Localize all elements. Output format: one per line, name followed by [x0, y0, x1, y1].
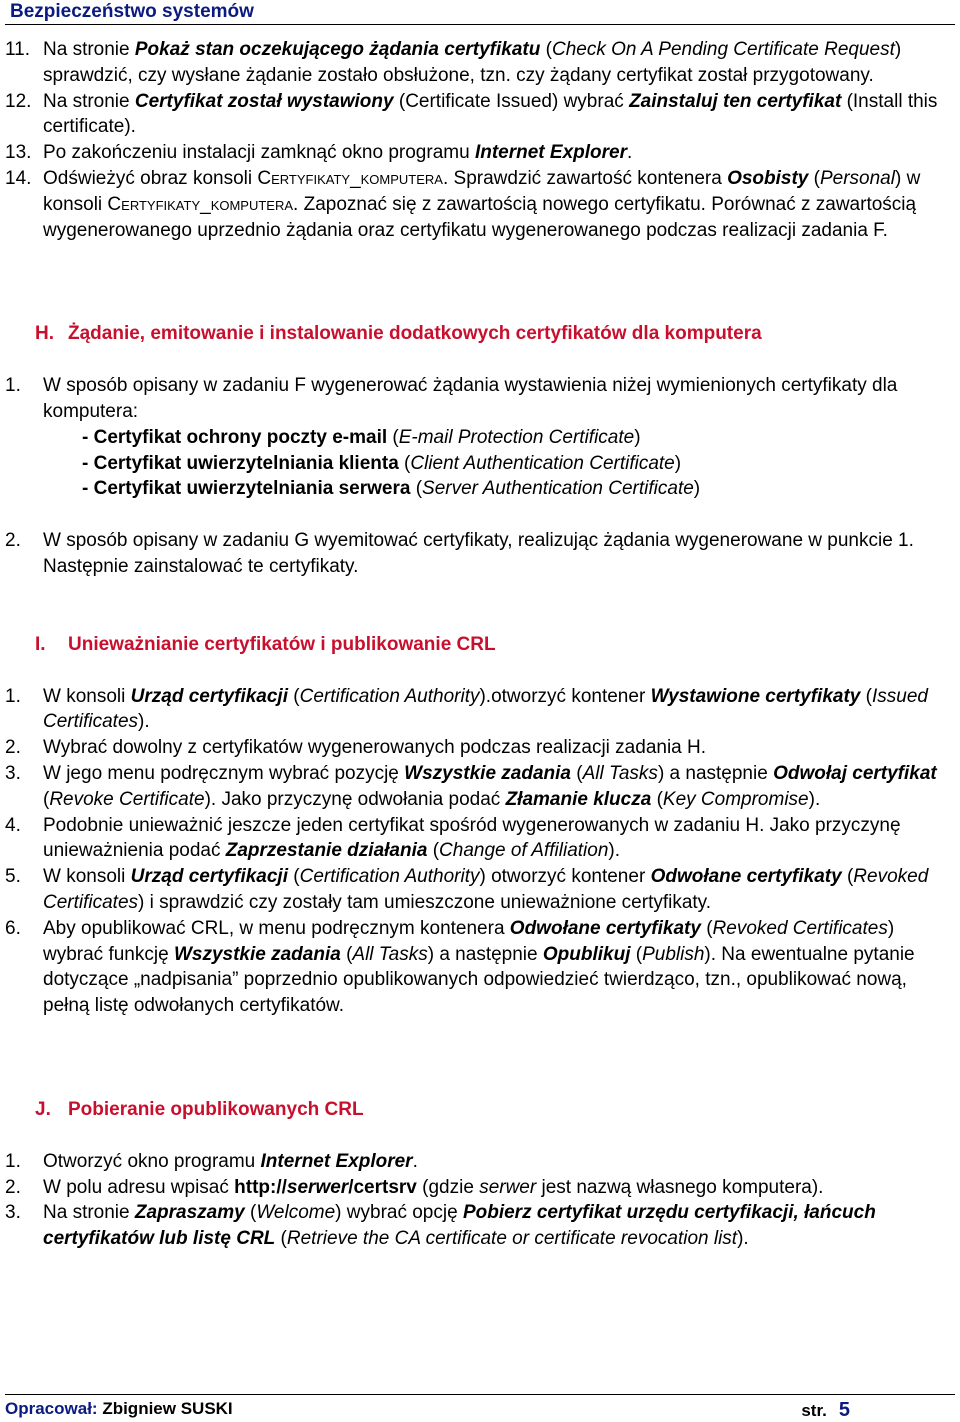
document-body: [5, 37, 958, 1252]
list-item: 3. Na stronie Zapraszamy (Welcome) wybrać opcję Pobierz certyfikat urzędu certyfikacji, łańcuch certyfikatów lub listę CRL (Retrieve the CA certificate or certificate revocation list).: [5, 1202, 876, 1250]
section-heading-j: J. Pobieranie opublikowanych CRL: [35, 1098, 364, 1120]
list-item: 14. Odświeżyć obraz konsoli Certyfikaty_komputera. Sprawdzić zawartość kontenera Osobisty (Personal) w konsoli Certyfikaty_komputera. Zapoznać się z zawartością nowego certyfikatu. Porównać z zawartością wygenerowanego uprzednio żądania oraz certyfikatu wygenerowanego podczas realizacji zadania F.: [5, 167, 921, 241]
list-item: 1. W konsoli Urząd certyfikacji (Certification Authority).otworzyć kontener Wystawione certyfikaty (Issued Certificates).: [5, 685, 928, 733]
section-h-list: [5, 373, 958, 425]
certificate-list-item: - Certyfikat uwierzytelniania klienta (Client Authentication Certificate): [82, 452, 682, 474]
list-item: 1. Otworzyć okno programu Internet Explorer.: [5, 1150, 418, 1172]
list-item: 4. Podobnie unieważnić jeszcze jeden certyfikat spośród wygenerowanych w zadaniu H. Jako przyczynę unieważnienia podać Zaprzestanie działania (Change of Affiliation).: [5, 814, 901, 862]
list-item: 3. W jego menu podręcznym wybrać pozycję Wszystkie zadania (All Tasks) a następnie Odwołaj certyfikat (Revoke Certificate). Jako przyczynę odwołania podać Złamanie klucza (Key Compromise).: [5, 762, 937, 810]
list-item: 11. Na stronie Pokaż stan oczekującego żądania certyfikatu (Check On A Pending Certificate Request) sprawdzić, czy wysłane żądanie zostało obsłużone, tzn. czy żądany certyfikat został przygotowany.: [5, 39, 902, 86]
list-continued: [5, 37, 958, 243]
section-j-list: [5, 1149, 958, 1252]
author: Opracował: Zbigniew SUSKI: [5, 1399, 233, 1418]
page-number: str. 5: [801, 1399, 850, 1421]
certificate-list-item: - Certyfikat ochrony poczty e-mail (E-mail Protection Certificate): [82, 426, 641, 448]
list-item: 13. Po zakończeniu instalacji zamknąć okno programu Internet Explorer.: [5, 142, 633, 164]
document-title: Bezpieczeństwo systemów: [10, 1, 254, 22]
list-item: 1. W sposób opisany w zadaniu F wygenerować żądania wystawienia niżej wymienionych certyfikaty dla komputera:: [5, 375, 898, 422]
page-header: [5, 0, 955, 25]
list-item: 2. W polu adresu wpisać http://serwer/certsrv (gdzie serwer jest nazwą własnego komputera).: [5, 1176, 824, 1198]
page-footer: [5, 1394, 955, 1421]
section-heading-h: H. Żądanie, emitowanie i instalowanie dodatkowych certyfikatów dla komputera: [35, 323, 762, 345]
list-item: 12. Na stronie Certyfikat został wystawiony (Certificate Issued) wybrać Zainstaluj ten certyfikat (Install this certificate).: [5, 90, 938, 138]
list-item: 2. Wybrać dowolny z certyfikatów wygenerowanych podczas realizacji zadania H.: [5, 737, 707, 759]
list-item: 2. W sposób opisany w zadaniu G wyemitować certyfikaty, realizując żądania wygenerowane w punkcie 1. Następnie zainstalować te certyfikaty.: [5, 530, 914, 577]
section-heading-i: I. Unieważnianie certyfikatów i publikowanie CRL: [35, 633, 496, 655]
certificate-list-item: - Certyfikat uwierzytelniania serwera (Server Authentication Certificate): [82, 478, 701, 500]
section-i-list: [5, 684, 958, 1019]
list-item: 6. Aby opublikować CRL, w menu podręcznym kontenera Odwołane certyfikaty (Revoked Certificates) wybrać funkcję Wszystkie zadania (All Tasks) a następnie Opublikuj (Publish). Na ewentualne pytanie dotyczące „nadpisania” poprzednio opublikowanych odpowiedzieć twierdząco, tzn., opublikować nową, pełną listę odwołanych certyfikatów.: [5, 917, 915, 1017]
list-item: 5. W konsoli Urząd certyfikacji (Certification Authority) otworzyć kontener Odwołane certyfikaty (Revoked Certificates) i sprawdzić czy zostały tam umieszczone unieważnione certyfikaty.: [5, 866, 929, 913]
